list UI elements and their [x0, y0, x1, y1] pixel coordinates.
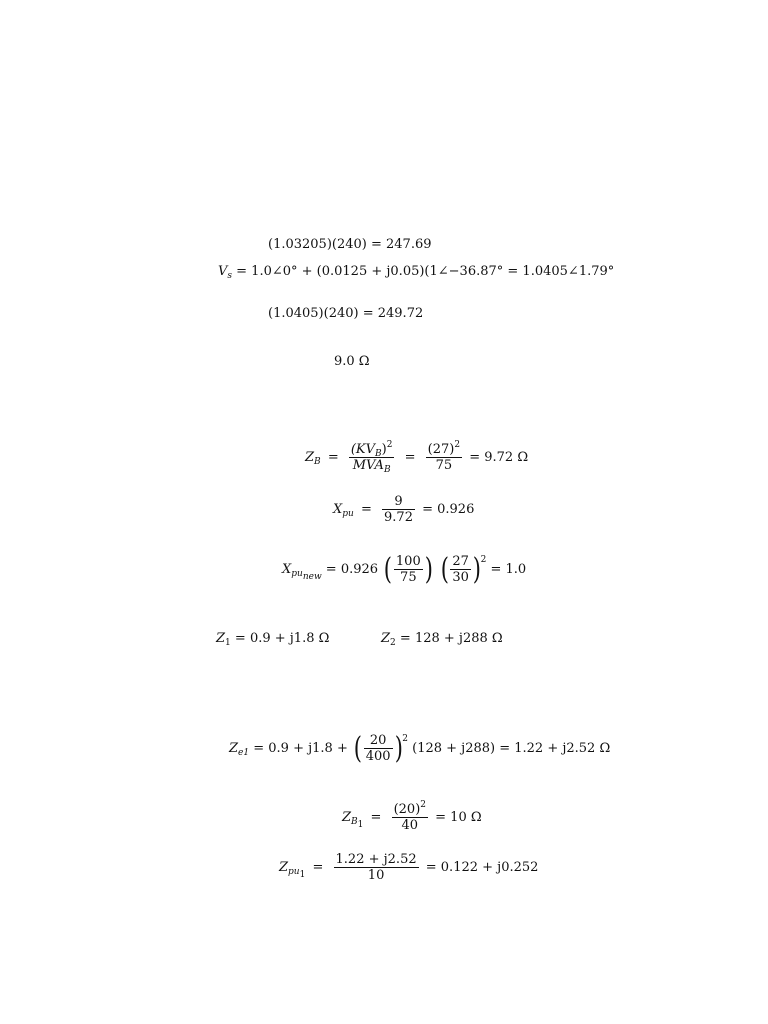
eq11-num: 1.22 + j2.52 — [335, 852, 417, 867]
equation-3-text: (1.0405)(240) = 249.72 — [268, 306, 424, 321]
eq5-f1-den-sub: B — [383, 465, 391, 475]
eq9-lhs: Z — [229, 741, 239, 756]
equation-5: $Z_B$ = $\frac{(KV_B)^2}{MVA_B}$ = $\frac{(27)^2}{75}$ = 9.72 Ω — [305, 440, 529, 475]
eq8-z1-lhs: Z — [216, 631, 226, 646]
eq7-fraction-2 — [450, 554, 471, 585]
eq8-z1-rhs: = 0.9 + j1.8 Ω — [234, 631, 330, 646]
eq5-f1-den: MVA — [352, 458, 384, 473]
eq9-fraction — [364, 733, 393, 764]
eq11-fraction — [334, 852, 419, 883]
eq9-lhs-sub: e1 — [238, 748, 250, 758]
eq7-fraction-1 — [394, 554, 423, 585]
equation-10: $Z_{B_1}$ = $\frac{(20)^2}{40}$ = 10 Ω — [342, 800, 482, 833]
eq7-result: = 1.0 — [490, 562, 527, 577]
eq2-lhs: V — [218, 264, 228, 279]
equation-8a — [216, 631, 329, 647]
eq5-fraction-2 — [426, 442, 462, 473]
equation-11: $Z_{pu_1}$ = $\frac{1.22 + j2.52}{10}$ = 0.122 + j0.252 — [279, 852, 539, 883]
eq5-f2-num-sup: 2 — [454, 440, 461, 450]
eq9-pre: = 0.9 + j1.8 + — [253, 741, 348, 756]
eq5-result: = 9.72 Ω — [469, 450, 529, 465]
eq5-lhs-sub: B — [314, 457, 321, 467]
eq7-f2-num: 27 — [452, 554, 469, 569]
eq7-coef: = 0.926 — [325, 562, 379, 577]
eq6-lhs-sub: pu — [342, 509, 354, 519]
eq2-rhs: = 1.0∠0° + (0.0125 + j0.05)(1∠−36.87° = 1.0405∠1.79° — [232, 264, 615, 279]
equation-9: $Z_{e1} = 0.9 + j1.8$ + ( $\frac{20}{400}$ )2 (128 + j288) = 1.22 + j2.52 Ω — [229, 730, 611, 766]
eq8-z1-sub: 1 — [225, 638, 231, 648]
eq7-f1-den: 75 — [400, 570, 417, 585]
eq10-num-sup: 2 — [420, 800, 427, 810]
eq11-result: = 0.122 + j0.252 — [425, 860, 539, 875]
eq2-lhs-sub: s — [227, 271, 233, 281]
eq5-f2-den: 75 — [435, 458, 453, 473]
eq11-lhs-subsub: 1 — [299, 870, 306, 880]
equation-6: $X_{pu}$ = $\frac{9}{9.72}$ = 0.926 — [333, 494, 475, 525]
eq7-f1-num: 100 — [395, 554, 421, 569]
eq10-num: (20) — [393, 802, 421, 817]
eq7-lhs: X — [282, 562, 292, 577]
eq5-f1-num-sup: 2 — [386, 440, 393, 450]
eq7-lhs-subsub: new — [302, 572, 322, 582]
eq10-result: = 10 Ω — [435, 810, 482, 825]
eq9-f-den: 400 — [365, 749, 391, 764]
eq8-z2-sub: 2 — [390, 638, 396, 648]
eq9-f-num: 20 — [364, 733, 393, 749]
equation-3 — [268, 306, 423, 322]
eq5-fraction-1 — [349, 442, 395, 473]
eq5-f2-num: (27) — [427, 442, 455, 457]
eq5-f1-num-end: ) — [381, 442, 387, 457]
equation-1-text: (1.03205)(240) = 247.69 — [268, 237, 432, 252]
eq11-den: 10 — [367, 868, 385, 883]
eq7-lhs-sub: pu — [291, 569, 303, 579]
equation-1 — [268, 237, 432, 253]
eq7-f2-den: 30 — [452, 570, 469, 585]
eq10-den: 40 — [401, 818, 419, 833]
eq5-f1-num-sub: B — [375, 449, 382, 459]
equation-4-text: 9.0 Ω — [334, 354, 370, 369]
eq8-z2-lhs: Z — [381, 631, 391, 646]
eq6-lhs: X — [333, 502, 343, 517]
eq10-lhs: Z — [342, 810, 352, 825]
eq9-post: (128 + j288) = 1.22 + j2.52 Ω — [412, 741, 611, 756]
equation-2 — [218, 264, 614, 280]
eq8-z2-rhs: = 128 + j288 Ω — [399, 631, 503, 646]
eq9-exponent: 2 — [402, 734, 408, 744]
eq7-exponent: 2 — [480, 555, 487, 565]
eq11-lhs: Z — [279, 860, 289, 875]
eq6-result: = 0.926 — [422, 502, 475, 517]
eq6-num: 9 — [382, 494, 415, 510]
eq10-fraction — [392, 802, 428, 833]
eq10-lhs-subsub: 1 — [357, 820, 364, 830]
eq6-den: 9.72 — [384, 510, 413, 525]
equation-4 — [334, 354, 370, 370]
equation-7: $X_{pu_{new}} = 0.926$ ( $\frac{100}{75}$ ) ( $\frac{27}{30}$ )2 = 1.0 — [282, 551, 527, 587]
equation-8b — [381, 631, 503, 647]
eq10-lhs-sub: B — [351, 817, 358, 827]
eq11-lhs-sub: pu — [288, 867, 300, 877]
eq6-fraction — [382, 494, 415, 525]
eq5-lhs: Z — [305, 450, 315, 465]
eq5-f1-num: (KV — [350, 442, 376, 457]
